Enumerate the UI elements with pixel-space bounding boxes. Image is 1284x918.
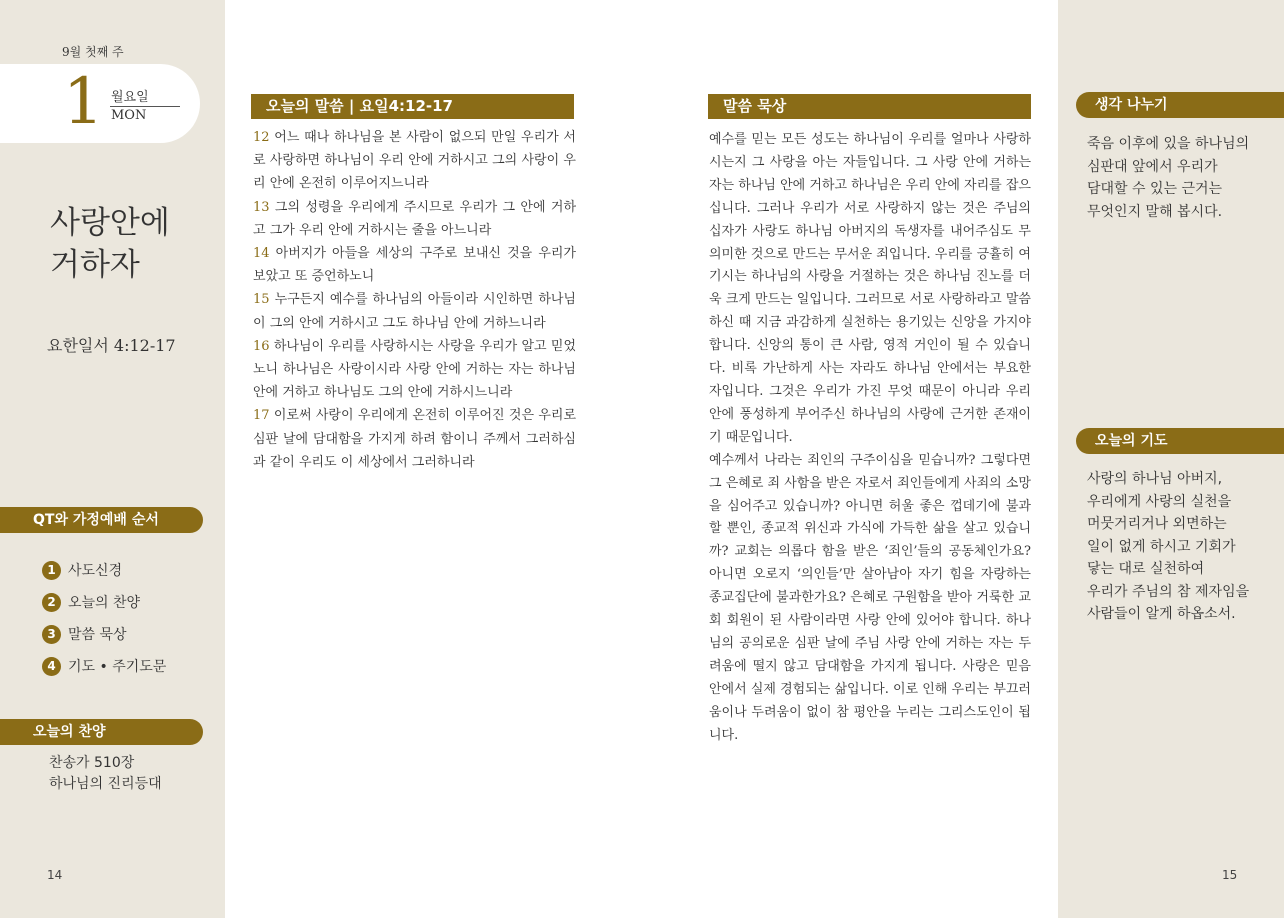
verse (253, 404, 576, 474)
scripture-header: 오늘의 말씀 | 요일4:12-17 (251, 94, 574, 119)
day-divider (110, 106, 180, 107)
order-number-badge: 2 (42, 593, 61, 612)
verse-text: 하나님이 우리를 사랑하시는 사랑을 우리가 알고 믿었노니 하나님은 사랑이시라 사랑 안에 거하는 자는 하나님 안에 거하고 하나님도 그의 안에 거하시느니라 (253, 338, 576, 401)
verse-number: 14 (253, 246, 270, 262)
prayer-header: 오늘의 기도 (1076, 428, 1284, 454)
order-label: 기도 • 주기도문 (68, 659, 167, 675)
verse-text: 어느 때나 하나님을 본 사람이 없으되 만일 우리가 서로 사랑하면 하나님이 우리 안에 거하시고 그의 사랑이 우리 안에 온전히 이루어지느니라 (253, 130, 576, 192)
order-number-badge: 1 (42, 561, 61, 580)
order-label: 오늘의 찬양 (68, 595, 141, 611)
sharing-line: 심판대 앞에서 우리가 (1087, 158, 1218, 175)
verse-number: 16 (253, 338, 270, 354)
day-number: 1 (63, 65, 104, 139)
hymn-number: 찬송가 510장 (49, 755, 135, 771)
order-label: 말씀 묵상 (68, 627, 127, 643)
page-title (50, 202, 220, 286)
verse (253, 288, 576, 334)
day-english: MON (111, 108, 147, 123)
title-line-2: 거하자 (50, 247, 140, 283)
order-number-badge: 3 (42, 625, 61, 644)
verse-text: 이로써 사랑이 우리에게 온전히 이루어진 것은 우리로 심판 날에 담대함을 가지게 하려 함이니 주께서 그러하심과 같이 우리도 이 세상에서 그러하니라 (253, 408, 576, 470)
verse-number: 15 (253, 292, 270, 308)
meditation-paragraph: 예수를 믿는 모든 성도는 하나님이 우리를 얼마나 사랑하시는지 그 사랑을 아는 자들입니다. 그 사랑 안에 거하는 자는 하나님 안에 거하고 하나님은 우리 안에 자리를 잡으십니다. 그러나 우리가 서로 사랑하지 않는 것은 주님의 십자가 사랑도 하나님 아버지의 독생자를 내어주심도 무의미한 것으로 만드는 무서운 죄입니다. 우리를 긍휼히 여기시는 하나님의 사랑을 거절하는 것은 하나님 진노를 더욱 크게 만드는 일입니다. 그러므로 서로 사랑하라고 말씀하신 때 지금 과감하게 실천하는 용기있는 신앙을 가지야 합니다. 신앙의 통이 큰 사람, 영적 거인이 될 수 있습니다. 비록 가난하게 사는 자라도 하나님 안에서는 부요한 자입니다. 그것은 우리가 가진 무엇 때문이 아니라 우리 안에 풍성하게 부어주신 하나님의 사랑에 근거한 존재이기 때문입니다. (709, 132, 1031, 445)
prayer-line: 머뭇거리거나 외면하는 (1087, 516, 1227, 532)
hymn-info (49, 753, 162, 795)
prayer-line: 우리가 주님의 참 제자임을 (1087, 583, 1250, 600)
verse (253, 196, 576, 242)
week-label: 9월 첫째 주 (62, 45, 124, 59)
prayer-line: 일이 없게 하시고 기회가 (1087, 538, 1236, 555)
hymn-header: 오늘의 찬양 (0, 719, 203, 745)
order-item (42, 554, 166, 586)
sharing-line: 죽음 이후에 있을 하나님의 (1087, 136, 1250, 152)
order-header: QT와 가정예배 순서 (0, 507, 203, 533)
order-item (42, 618, 166, 650)
meditation-text (709, 129, 1031, 747)
page-number-left: 14 (47, 868, 63, 882)
verse-text: 아버지가 아들을 세상의 구주로 보내신 것을 우리가 보았고 또 증언하노니 (253, 246, 576, 285)
verse (253, 335, 576, 405)
prayer-line: 우리에게 사랑의 실천을 (1087, 493, 1232, 510)
hymn-title: 하나님의 진리등대 (49, 776, 162, 792)
verse-number: 13 (253, 199, 270, 215)
order-item (42, 586, 166, 618)
order-number-badge: 4 (42, 657, 61, 676)
sharing-header: 생각 나누기 (1076, 92, 1284, 118)
prayer-text (1087, 468, 1267, 626)
order-label: 사도신경 (68, 563, 123, 579)
order-list (42, 554, 166, 682)
verse (253, 126, 576, 196)
verse-number: 12 (253, 130, 270, 145)
prayer-line: 닿는 대로 실천하여 (1087, 561, 1205, 577)
meditation-paragraph: 예수께서 나라는 죄인의 구주이심을 믿습니까? 그렇다면 그 은혜로 죄 사함을 받은 자로서 죄인들에게 사죄의 소망을 심어주고 있습니까? 아니면 허울 좋은 껍데기에 불과할 뿐인, 종교적 위신과 가식에 가득한 삶을 살고 있습니까? 교회는 의롭다 함을 받은 ‘죄인’들의 공동체인가요? 아니면 오로지 ‘의인들’만 살아남아 자기 힘을 자랑하는 종교집단에 불과한가요? 은혜로 구원함을 받아 거룩한 교회 회원이 된 사람이라면 사랑 안에 있어야 합니다. 하나님의 공의로운 심판 날에 주님 사랑 안에 거하는 자는 두려움에 떨지 않고 담대함을 가지게 됩니다. 사랑은 믿음 안에서 실제 경험되는 삶입니다. 이로 인해 우리는 부끄러움이나 두려움이 없이 참 평안을 누리는 그리스도인이 됩니다. (709, 452, 1031, 743)
page-number-right: 15 (1222, 868, 1238, 882)
verse-number: 17 (253, 408, 270, 424)
scripture-reference: 요한일서 4:12-17 (47, 336, 176, 355)
sharing-line: 무엇인지 말해 봅시다. (1087, 203, 1223, 220)
day-korean: 월요일 (111, 90, 149, 105)
sharing-line: 담대할 수 있는 근거는 (1087, 181, 1223, 197)
title-line-1: 사랑안에 (50, 205, 170, 241)
meditation-header: 말씀 묵상 (708, 94, 1031, 119)
order-item (42, 650, 166, 682)
prayer-line: 사랑의 하나님 아버지, (1087, 471, 1223, 487)
verse-text: 누구든지 예수를 하나님의 아들이라 시인하면 하나님이 그의 안에 거하시고 그도 하나님 안에 거하느니라 (253, 292, 576, 331)
scripture-text (253, 126, 576, 474)
sharing-text (1087, 133, 1267, 223)
verse (253, 242, 576, 288)
prayer-line: 사람들이 알게 하옵소서. (1087, 606, 1236, 622)
verse-text: 그의 성령을 우리에게 주시므로 우리가 그 안에 거하고 그가 우리 안에 거하시는 줄을 아느니라 (253, 199, 576, 238)
